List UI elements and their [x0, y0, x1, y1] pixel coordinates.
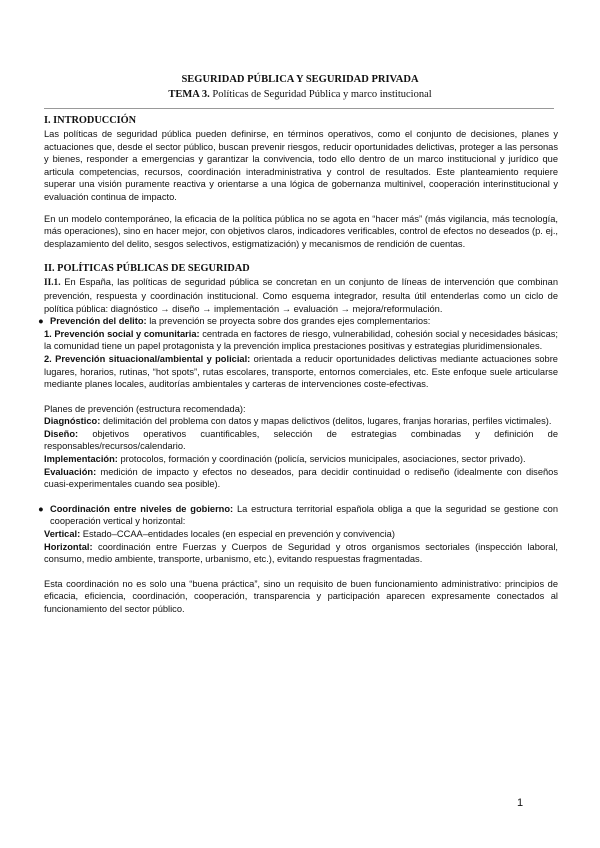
- document-header: [0, 72, 600, 102]
- section-heading-politicas: II. POLÍTICAS PÚBLICAS DE SEGURIDAD: [44, 263, 250, 275]
- item-prevencion-social: 1. Prevención social y comunitaria: centrada en factores de riesgo, vulnerabilidad, cohesión social y necesidades básicas; la comunidad tiene un papel protagonista y la prevención implica prestaciones positivas y estrategias pluridimensionales.: [44, 328, 558, 352]
- paragraph-modelo-contemporaneo: En un modelo contemporáneo, la eficacia de la política pública no se agota en “hacer más” (más vigilancia, más tecnología, más operaciones), sino en hacer mejor, con objetivos claros, indicadores verificables, control de efectos no deseados (p. ej., desplazamiento del delito, sesgos selectivos, estigmatización) y mecanismos de rendición de cuentas.: [44, 213, 558, 249]
- bullet-icon: ●: [38, 316, 44, 327]
- section-heading-introduccion: I. INTRODUCCIÓN: [44, 115, 137, 126]
- page-number: 1: [517, 797, 524, 809]
- paragraph-definicion: Las políticas de seguridad pública pueden definirse, en términos operativos, como el conjunto de decisiones, planes y actuaciones que, desde el sector público, buscan prevenir riesgos, reducir oportunidades delictivas, proteger a las personas y bienes, responder a emergencias y garantizar la convivencia, todo ello dentro de un marco institucional y jurídico que articula competencias, recursos, coordinación interadministrativa y control de resultados. Este planteamiento requiere superar una visión puramente reactiva y orientarse a una lógica de gobernanza multinivel, cooperación interinstitucional y evaluación continua de impacto.: [44, 129, 558, 202]
- document-body: [38, 114, 558, 616]
- plan-implementacion: Implementación: protocolos, formación y coordinación (policía, servicios municipales, asociaciones, sector privado).: [44, 454, 526, 465]
- document-subtitle: [0, 87, 600, 102]
- bullet-coordinacion: ● Coordinación entre niveles de gobierno: La estructura territorial española obliga a que la seguridad se gestione con cooperación vertical y horizontal:: [38, 503, 558, 527]
- plan-evaluacion: Evaluación: medición de impacto y efectos no deseados, para decidir continuidad o rediseño (idealmente con diseños cuasi-experimentales cuando sea posible).: [44, 466, 558, 490]
- plan-diagnostico: Diagnóstico: delimitación del problema con datos y mapas delictivos (delitos, lugares, franjas horarias, perfiles victimales).: [44, 416, 552, 427]
- subtitle-topic-number: TEMA 3.: [168, 89, 210, 100]
- paragraph-closing: Esta coordinación no es solo una “buena práctica”, sino un requisito de buen funcionamiento administrativo: principios de eficacia, eficiencia, coordinación, cooperación, transparencia y participación aparecen expresamente conectados al funcionamiento del sector público.: [44, 578, 558, 614]
- bullet-prevencion-delito: ● Prevención del delito: la prevención se proyecta sobre dos grandes ejes complementarios:: [38, 316, 431, 327]
- item-prevencion-situacional: 2. Prevención situacional/ambiental y policial: orientada a reducir oportunidades delictivas mediante actuaciones sobre lugares, horarios, rutinas, “hot spots”, rutas escolares, transporte, entornos comerciales, etc. Este enfoque suele articularse mediante planes locales, auditorías ambientales y carteras de intervenciones coste-efectivas.: [44, 353, 558, 390]
- document-title: SEGURIDAD PÚBLICA Y SEGURIDAD PRIVADA: [181, 74, 419, 85]
- subtitle-topic-name: Políticas de Seguridad Pública y marco institucional: [209, 89, 432, 100]
- bullet-icon: ●: [38, 503, 44, 514]
- plans-intro: Planes de prevención (estructura recomendada):: [44, 403, 246, 414]
- item-vertical: Vertical: Estado–CCAA–entidades locales (en especial en prevención y convivencia): [44, 529, 395, 540]
- plan-diseno: Diseño: objetivos operativos cuantificables, selección de estrategias combinadas y definición de responsables/recursos/calendario.: [44, 428, 558, 452]
- subsection-number: II.1.: [44, 278, 61, 289]
- header-divider: [44, 108, 554, 109]
- item-horizontal: Horizontal: coordinación entre Fuerzas y Cuerpos de Seguridad y otros organismos sectoriales (inspección laboral, consumo, medio ambiente, transporte, urbanismo, etc.), evitando respuestas fragmentadas.: [44, 541, 558, 565]
- paragraph-intro-ciclo: II.1. En España, las políticas de seguridad pública se concretan en un conjunto de líneas de intervención que combinan prevención, respuesta y coordinación institucional. Como esquema integrador, resulta útil entenderlas como un ciclo de política pública: diagnóstico → diseño → implementación → evaluación → mejora/reformulación.: [44, 277, 558, 314]
